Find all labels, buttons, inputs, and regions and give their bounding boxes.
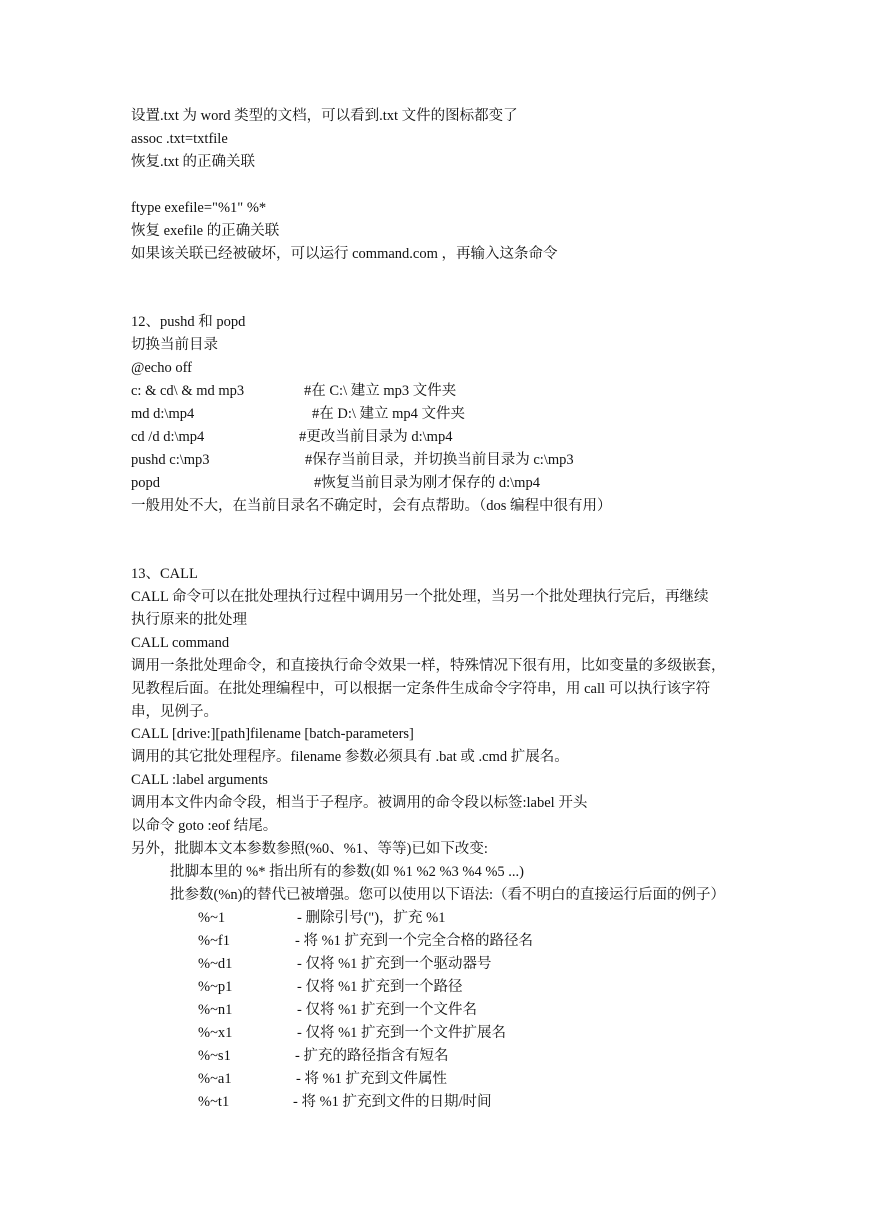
param-key: %~x1 [198, 1025, 233, 1041]
param-key: %~d1 [198, 956, 233, 972]
param-key: %~t1 [198, 1094, 230, 1110]
param-desc: - 删除引号(")，扩充 %1 [297, 910, 446, 926]
text-line: 一般用处不大，在当前目录名不确定时，会有点帮助。（dos 编程中很有用） [131, 498, 612, 514]
code-line: CALL :label arguments [131, 772, 268, 788]
text-line: 批脚本里的 %* 指出所有的参数(如 %1 %2 %3 %4 %5 ...) [170, 864, 525, 880]
code-comment: #在 C:\ 建立 mp3 文件夹 [304, 383, 457, 399]
section-heading: 12、pushd 和 popd [131, 314, 246, 330]
code-comment: #在 D:\ 建立 mp4 文件夹 [312, 406, 466, 422]
text-line: 调用的其它批处理程序。filename 参数必须具有 .bat 或 .cmd 扩展名。 [131, 749, 569, 765]
code-command: c: & cd\ & md mp3 [131, 383, 245, 399]
text-line: 恢复 exefile 的正确关联 [131, 223, 280, 239]
param-desc: - 扩充的路径指含有短名 [295, 1048, 449, 1064]
code-command: cd /d d:\mp4 [131, 429, 205, 445]
param-key: %~a1 [198, 1071, 232, 1087]
param-key: %~s1 [198, 1048, 231, 1064]
param-desc: - 将 %1 扩充到文件属性 [296, 1071, 448, 1087]
param-desc: - 仅将 %1 扩充到一个路径 [297, 979, 463, 995]
text-line: 以命令 goto :eof 结尾。 [131, 818, 278, 834]
text-line: 批参数(%n)的替代已被增强。您可以使用以下语法:（看不明白的直接运行后面的例子） [170, 887, 726, 903]
code-line: CALL [drive:][path]filename [batch-parameters] [131, 726, 414, 742]
text-line: 另外，批脚本文本参数参照(%0、%1、等等)已如下改变: [131, 841, 488, 857]
param-desc: - 将 %1 扩充到文件的日期/时间 [293, 1094, 492, 1110]
text-line: 调用本文件内命令段，相当于子程序。被调用的命令段以标签:label 开头 [131, 795, 588, 811]
param-desc: - 仅将 %1 扩充到一个文件扩展名 [297, 1025, 507, 1041]
code-line: ftype exefile="%1" %* [131, 200, 267, 216]
code-line: CALL command [131, 635, 230, 651]
text-line: 见教程后面。在批处理编程中，可以根据一定条件生成命令字符串，用 call 可以执行该字符 [131, 681, 711, 697]
param-key: %~f1 [198, 933, 231, 949]
section-heading: 13、CALL [131, 566, 198, 582]
text-line: 设置.txt 为 word 类型的文档，可以看到.txt 文件的图标都变了 [131, 108, 518, 124]
param-key: %~p1 [198, 979, 233, 995]
text-line: 串，见例子。 [131, 704, 218, 720]
code-comment: #更改当前目录为 d:\mp4 [299, 429, 453, 445]
text-line: 如果该关联已经被破坏，可以运行 command.com ，再输入这条命令 [131, 246, 558, 262]
code-line: assoc .txt=txtfile [131, 131, 228, 147]
code-comment: #恢复当前目录为刚才保存的 d:\mp4 [314, 475, 540, 491]
code-command: md d:\mp4 [131, 406, 195, 422]
code-command: @echo off [131, 360, 192, 376]
text-line: 恢复.txt 的正确关联 [131, 154, 256, 170]
text-line: 执行原来的批处理 [131, 612, 247, 628]
code-command: popd [131, 475, 160, 491]
param-desc: - 仅将 %1 扩充到一个文件名 [297, 1002, 478, 1018]
code-comment: #保存当前目录，并切换当前目录为 c:\mp3 [305, 452, 574, 468]
text-line: 调用一条批处理命令，和直接执行命令效果一样，特殊情况下很有用，比如变量的多级嵌套， [131, 658, 726, 674]
param-desc: - 仅将 %1 扩充到一个驱动器号 [297, 956, 492, 972]
text-line: 切换当前目录 [131, 337, 218, 353]
param-key: %~1 [198, 910, 226, 926]
code-command: pushd c:\mp3 [131, 452, 210, 468]
text-line: CALL 命令可以在批处理执行过程中调用另一个批处理，当另一个批处理执行完后，再继续 [131, 589, 709, 605]
param-desc: - 将 %1 扩充到一个完全合格的路径名 [295, 933, 534, 949]
param-key: %~n1 [198, 1002, 233, 1018]
